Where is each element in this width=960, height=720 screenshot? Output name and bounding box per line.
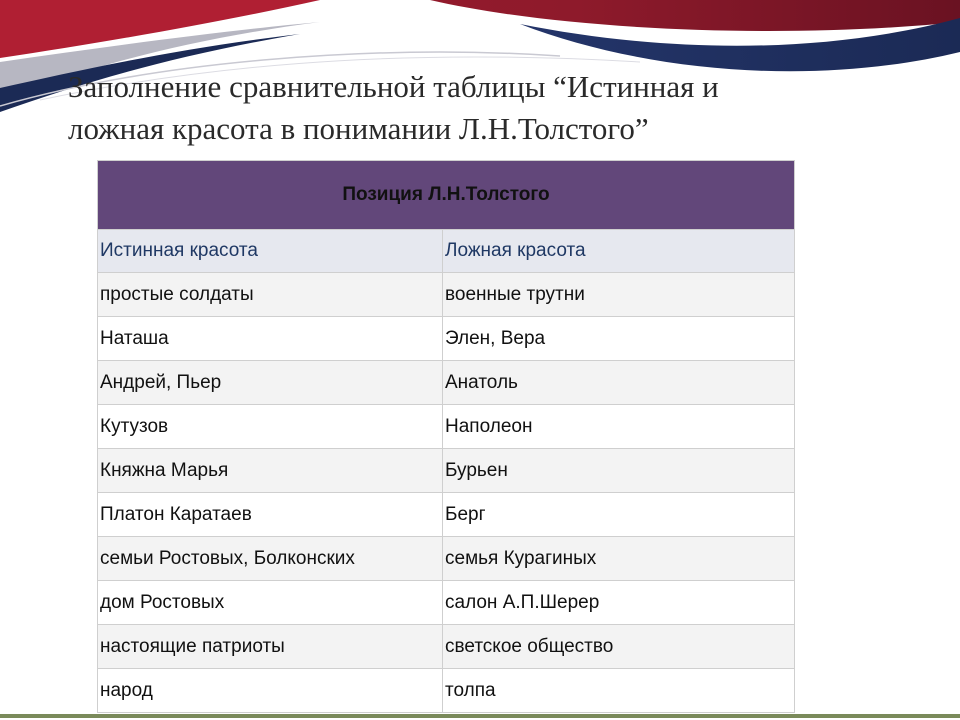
- column-header-true-beauty: Истинная красота: [98, 230, 443, 273]
- column-header-false-beauty: Ложная красота: [443, 230, 795, 273]
- cell-false: Бурьен: [443, 449, 795, 493]
- footer-divider: [0, 714, 960, 718]
- table-row: [98, 449, 795, 493]
- cell-true: простые солдаты: [98, 273, 443, 317]
- cell-false: светское общество: [443, 625, 795, 669]
- cell-false: Анатоль: [443, 361, 795, 405]
- slide-title-line-1: Заполнение сравнительной таблицы “Истинная и: [68, 69, 719, 104]
- table-header: Позиция Л.Н.Толстого: [98, 161, 795, 230]
- slide-title: [68, 66, 928, 150]
- column-headers-row: [98, 230, 795, 273]
- table-row: [98, 493, 795, 537]
- cell-true: Княжна Марья: [98, 449, 443, 493]
- table-row: [98, 405, 795, 449]
- cell-false: Берг: [443, 493, 795, 537]
- cell-true: дом Ростовых: [98, 581, 443, 625]
- cell-true: Наташа: [98, 317, 443, 361]
- table-row: [98, 273, 795, 317]
- cell-false: салон А.П.Шерер: [443, 581, 795, 625]
- table-row: [98, 669, 795, 713]
- cell-true: Платон Каратаев: [98, 493, 443, 537]
- table-row: [98, 317, 795, 361]
- table-row: [98, 537, 795, 581]
- cell-false: военные трутни: [443, 273, 795, 317]
- cell-false: толпа: [443, 669, 795, 713]
- cell-true: народ: [98, 669, 443, 713]
- comparison-table: [97, 160, 795, 713]
- cell-true: семьи Ростовых, Болконских: [98, 537, 443, 581]
- table-row: [98, 581, 795, 625]
- cell-false: Элен, Вера: [443, 317, 795, 361]
- cell-true: настоящие патриоты: [98, 625, 443, 669]
- table-row: [98, 625, 795, 669]
- slide-title-line-2: ложная красота в понимании Л.Н.Толстого”: [68, 111, 649, 146]
- cell-false: Наполеон: [443, 405, 795, 449]
- cell-true: Андрей, Пьер: [98, 361, 443, 405]
- cell-false: семья Курагиных: [443, 537, 795, 581]
- table-row: [98, 361, 795, 405]
- table-header-row: [98, 161, 795, 230]
- cell-true: Кутузов: [98, 405, 443, 449]
